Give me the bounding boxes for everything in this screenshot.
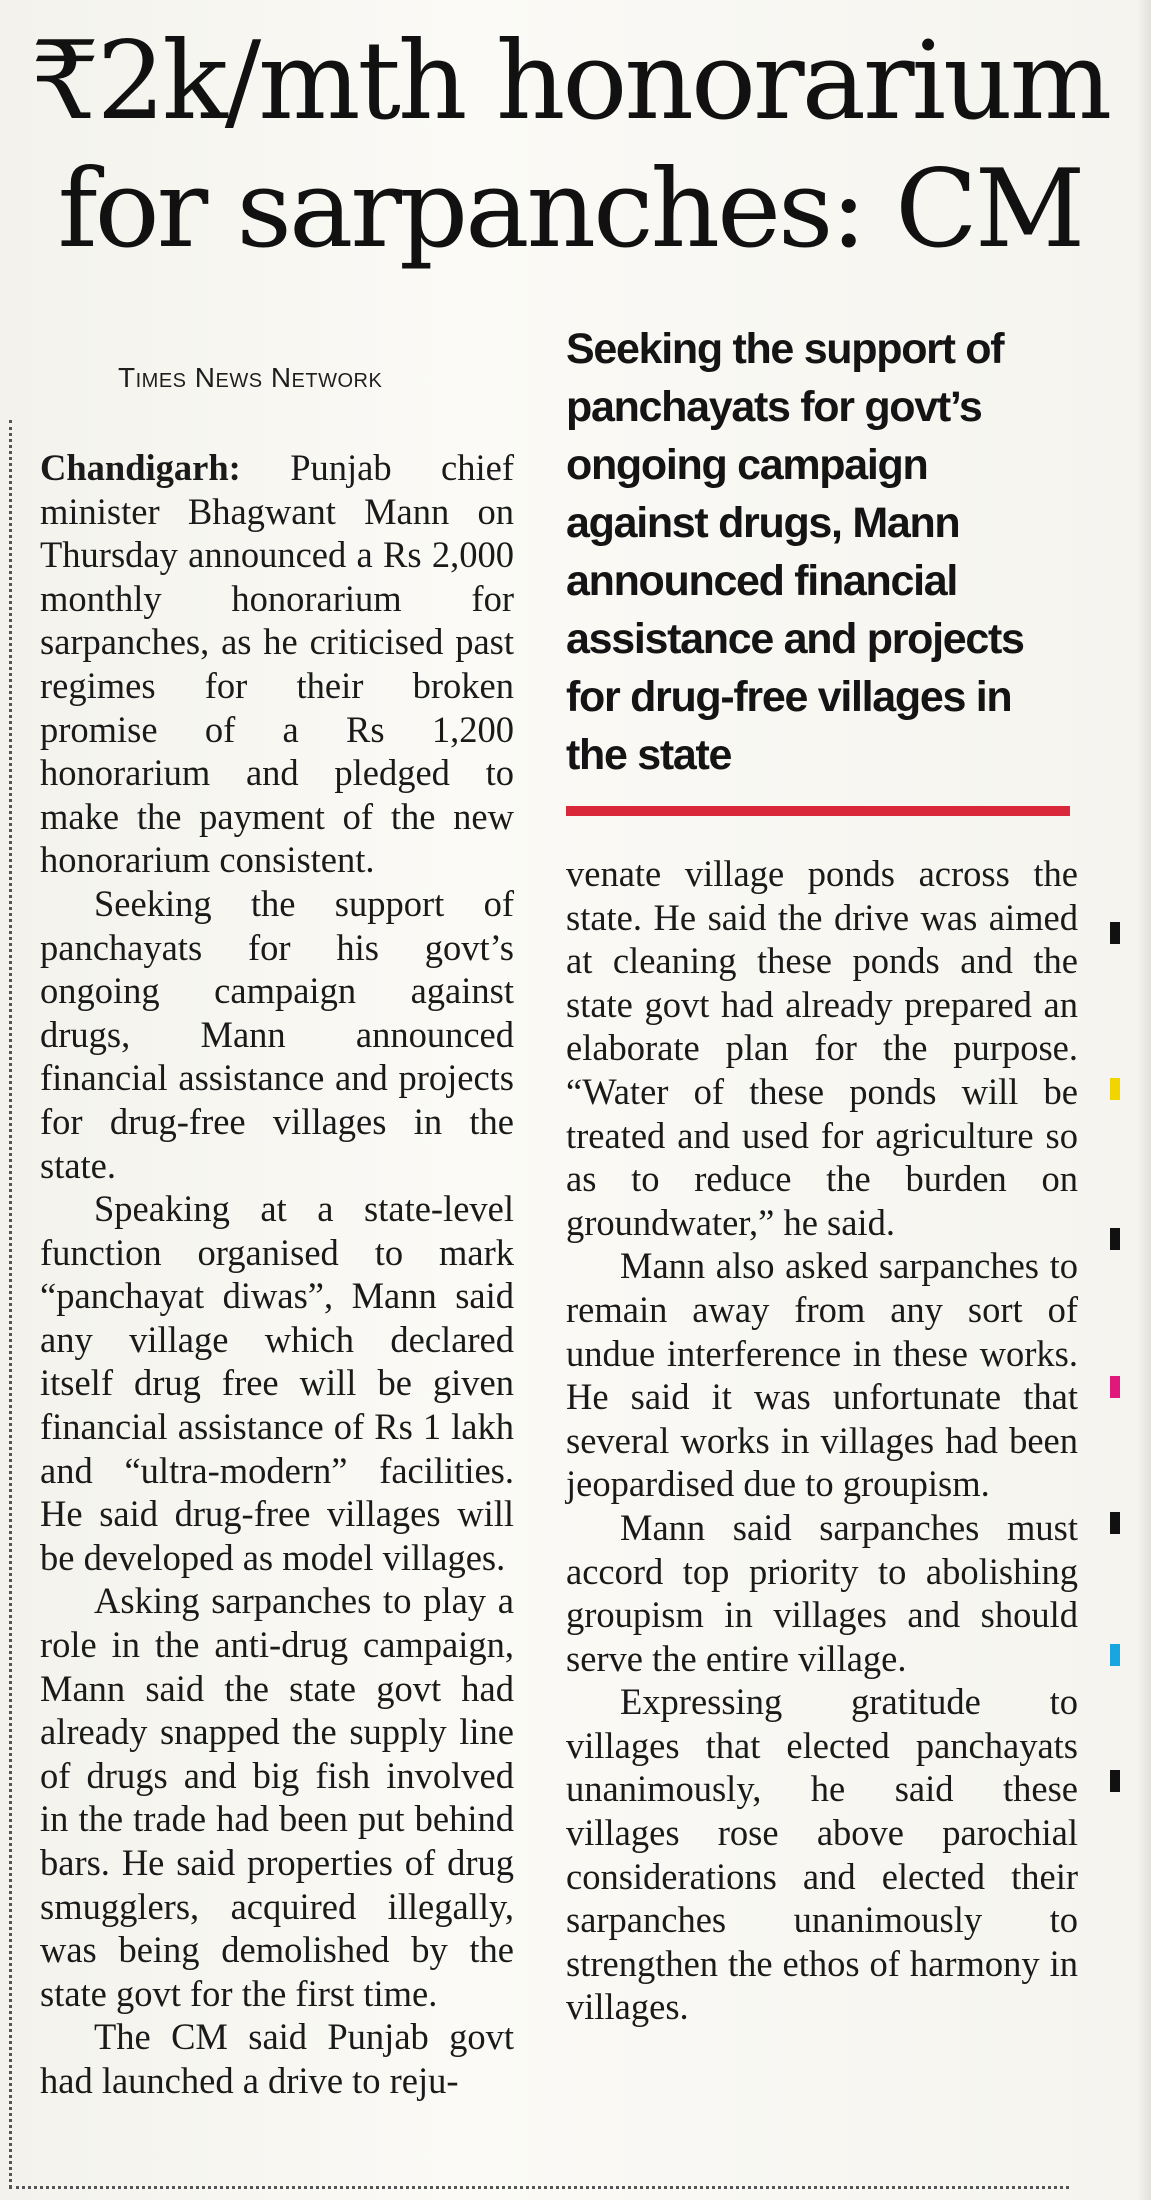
paragraph: Mann said sarpanches must accord top priority to abolishing groupism in villages and should serve the entire village. (566, 1506, 1078, 1679)
registration-mark (1110, 922, 1120, 944)
registration-mark (1110, 1512, 1120, 1534)
paragraph-text: Punjab chief minister Bhagwant Mann on Thursday announced a Rs 2,000 monthly honorarium for sarpanches, as he criticised past regimes for their broken promise of a Rs 1,200 honorarium and pledged to make the payment of the new honorarium consistent. (40, 447, 514, 881)
byline-text: Times News Network (118, 362, 383, 393)
pull-quote: Seeking the support of panchayats for govt’s ongoing campaign against drugs, Mann announced financial assistance and projects for drug-free villages in the state (566, 325, 1024, 779)
cut-line-left (9, 420, 12, 2188)
paragraph: Seeking the support of panchayats for his govt’s ongoing campaign against drugs, Mann announced financial assistance and projects for drug-free villages in the state. (40, 882, 514, 1186)
paragraph: Asking sarpanches to play a role in the anti-drug campaign, Mann said the state govt had already snapped the supply line of drugs and big fish involved in the trade had been put behind bars. He said properties of drug smugglers, acquired illegally, was being demolished by the state govt for the first time. (40, 1580, 514, 2014)
cut-line-bottom (9, 2186, 1069, 2189)
registration-mark (1110, 1644, 1120, 1666)
registration-mark (1110, 1228, 1120, 1250)
paragraph: Expressing gratitude to villages that elected panchayats unanimously, he said these villages rose above parochial considerations and elected their sarpanches unanimously to strengthen the ethos of harmony in villages. (566, 1681, 1078, 2028)
pull-quote-rule (566, 806, 1070, 816)
registration-mark (1110, 1770, 1120, 1792)
article-column-right (566, 852, 1078, 2029)
paragraph: Speaking at a state-level function organised to mark “panchayat diwas”, Mann said any village which declared itself drug free will be given financial assistance of Rs 1 lakh and “ultra-modern” facilities. He said drug-free villages will be developed as model villages. (40, 1188, 514, 1578)
paragraph: Mann also asked sarpanches to remain away from any sort of undue interference in these works. He said it was unfortunate that several works in villages had been jeopardised due to groupism. (566, 1245, 1078, 1505)
registration-mark (1110, 1078, 1120, 1100)
dateline: Chandigarh: (40, 447, 241, 488)
article-column-left (40, 446, 514, 2103)
paragraph: The CM said Punjab govt had launched a drive to reju- (40, 2016, 514, 2101)
byline (118, 362, 488, 394)
headline: ₹2k/mth honorarium for sarpanches: CM (30, 19, 1110, 272)
paragraph-continued: venate village ponds across the state. He said the drive was aimed at cleaning these ponds and the state govt had already prepared an elaborate plan for the purpose. “Water of these ponds will be treated and used for agriculture so as to reduce the burden on groundwater,” he said. (566, 853, 1078, 1243)
page-edge-shadow (1137, 0, 1151, 2200)
registration-mark (1110, 1376, 1120, 1398)
paragraph-lead (40, 446, 514, 882)
